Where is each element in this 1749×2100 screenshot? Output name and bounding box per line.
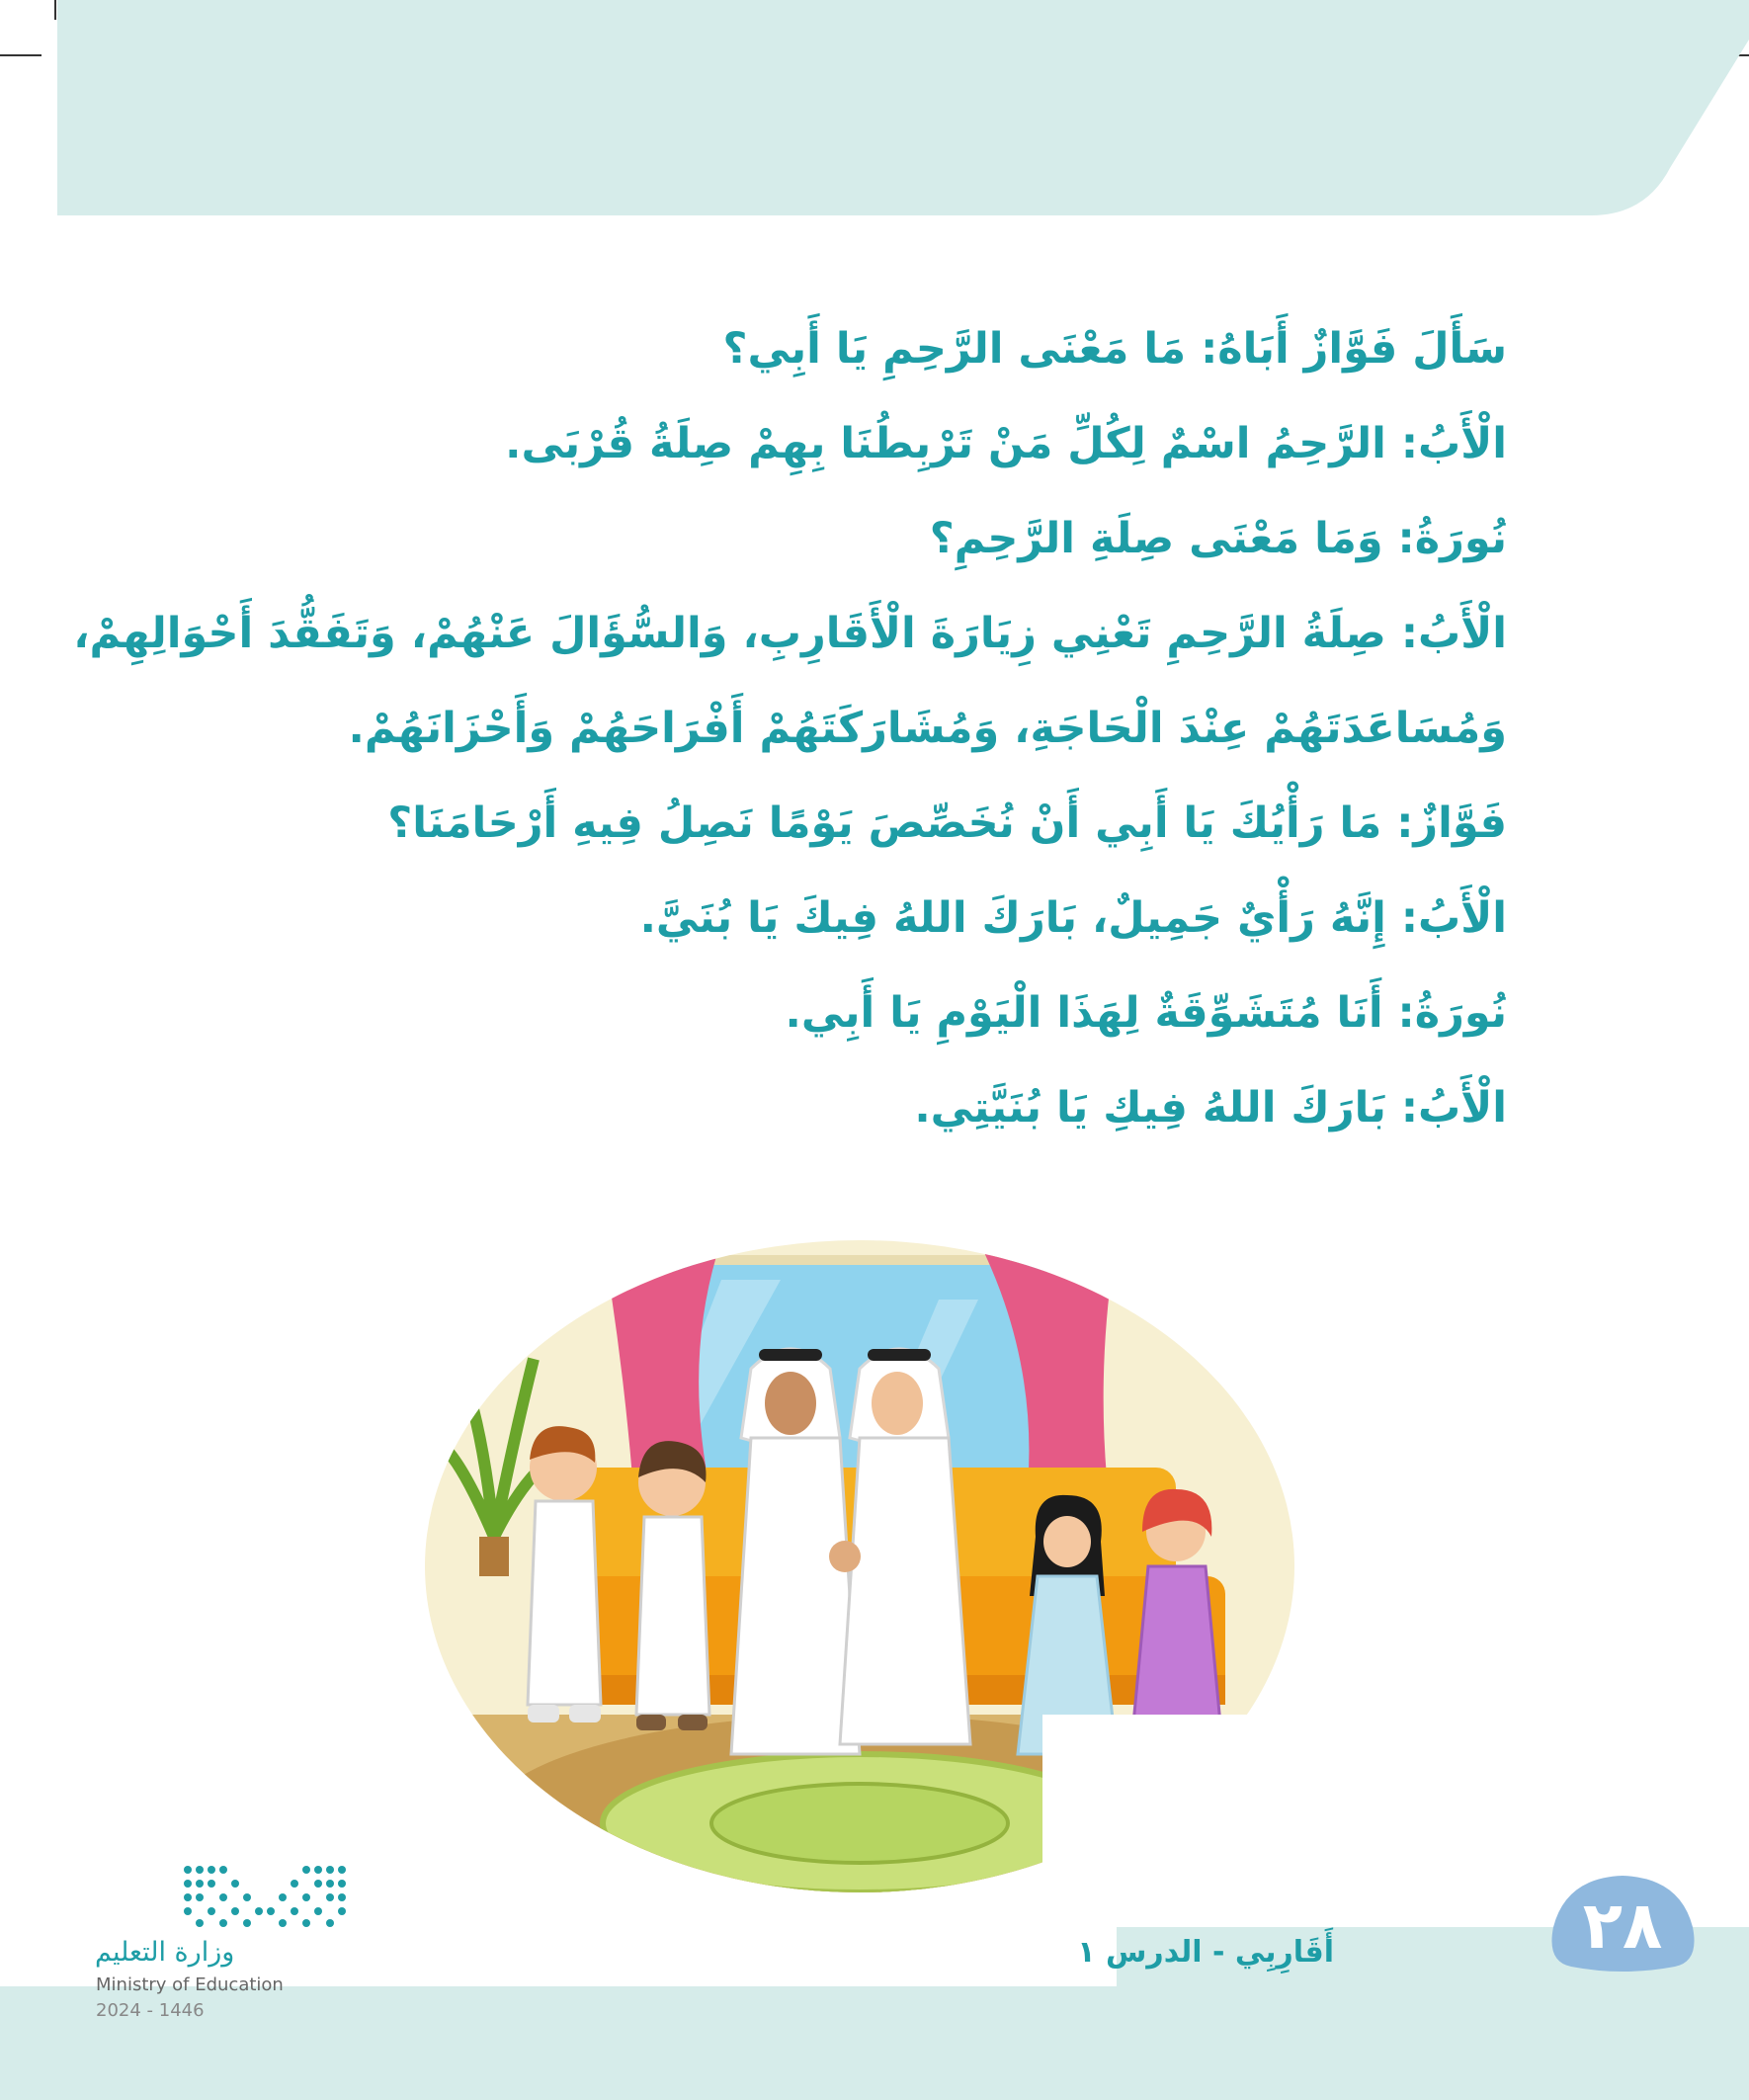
dialogue-line: سَأَلَ فَوَّازٌ أَبَاهُ: مَا مَعْنَى الرَّحِمِ يَا أَبِي؟	[722, 324, 1507, 374]
dialogue-line: الْأَبُ: صِلَةُ الرَّحِمِ تَعْنِي زِيَارَةَ الْأَقَارِبِ، وَالسُّؤَالَ عَنْهُمْ، وَتَفَقُّدَ أَحْوَالِهِمْ،	[73, 609, 1507, 658]
ministry-name-english: Ministry of Education	[96, 1974, 284, 1995]
dialogue-line: وَمُسَاعَدَتَهُمْ عِنْدَ الْحَاجَةِ، وَمُشَارَكَتَهُمْ أَفْرَاحَهُمْ وَأَحْزَانَهُمْ.	[348, 704, 1507, 753]
page-number: ٢٨	[1582, 1888, 1663, 1964]
dialogue-line: فَوَّازٌ: مَا رَأْيُكَ يَا أَبِي أَنْ نُخَصِّصَ يَوْمًا نَصِلُ فِيهِ أَرْحَامَنَا؟	[387, 798, 1507, 848]
dialogue-line: الْأَبُ: إِنَّهُ رَأْيٌ جَمِيلٌ، بَارَكَ اللهُ فِيكَ يَا بُنَيَّ.	[639, 893, 1507, 943]
family-illustration	[425, 1240, 1294, 1892]
dialogue-line: نُورَةُ: وَمَا مَعْنَى صِلَةِ الرَّحِمِ؟	[929, 514, 1507, 563]
top-banner	[0, 0, 1749, 217]
dialogue-line: الْأَبُ: الرَّحِمُ اسْمٌ لِكُلِّ مَنْ تَرْبِطُنَا بِهِمْ صِلَةُ قُرْبَى.	[505, 419, 1507, 468]
dialogue-line: نُورَةُ: أَنَا مُتَشَوِّقَةٌ لِهَذَا الْيَوْمِ يَا أَبِي.	[785, 988, 1507, 1038]
ministry-logo	[178, 1860, 351, 1929]
lesson-title: أَقَارِبِي - الدرس ١	[1077, 1935, 1334, 1970]
edition-year: 2024 - 1446	[96, 2000, 205, 2021]
ministry-name-arabic: وزارة التعليم	[95, 1937, 235, 1968]
dialogue-text	[73, 301, 1507, 1155]
dialogue-line: الْأَبُ: بَارَكَ اللهُ فِيكِ يَا بُنَيَّتِي.	[914, 1083, 1507, 1133]
